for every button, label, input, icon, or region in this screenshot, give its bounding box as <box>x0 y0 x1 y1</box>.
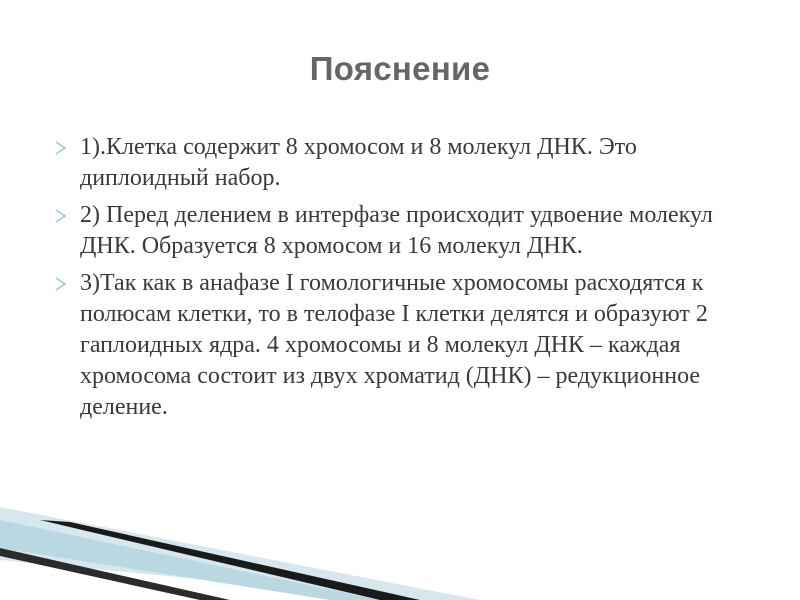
chevron-bullet-icon <box>55 277 67 291</box>
bullet-item <box>55 268 745 423</box>
bullet-item <box>55 200 745 262</box>
bullet-text: 2) Перед делением в интерфазе происходит удвоение молекул ДНК. Образуется 8 хромосом и 16 молекул ДНК. <box>80 202 713 259</box>
slide-title: Пояснение <box>309 50 491 87</box>
chevron-bullet-icon <box>55 141 67 155</box>
bullet-item <box>55 132 745 194</box>
chevron-bullet-icon <box>55 209 67 223</box>
bullet-list <box>55 132 745 429</box>
bullet-text: 1).Клетка содержит 8 хромосом и 8 молекул ДНК. Это диплоидный набор. <box>80 134 637 191</box>
bullet-text: 3)Так как в анафазе I гомологичные хромосомы расходятся к полюсам клетки, то в телофазе I клетки делятся и образуют 2 гаплоидных ядра. 4 хромосомы и 8 молекул ДНК – каждая хромосома состоит из двух хроматид (ДНК) – редукционное деление. <box>80 270 708 420</box>
